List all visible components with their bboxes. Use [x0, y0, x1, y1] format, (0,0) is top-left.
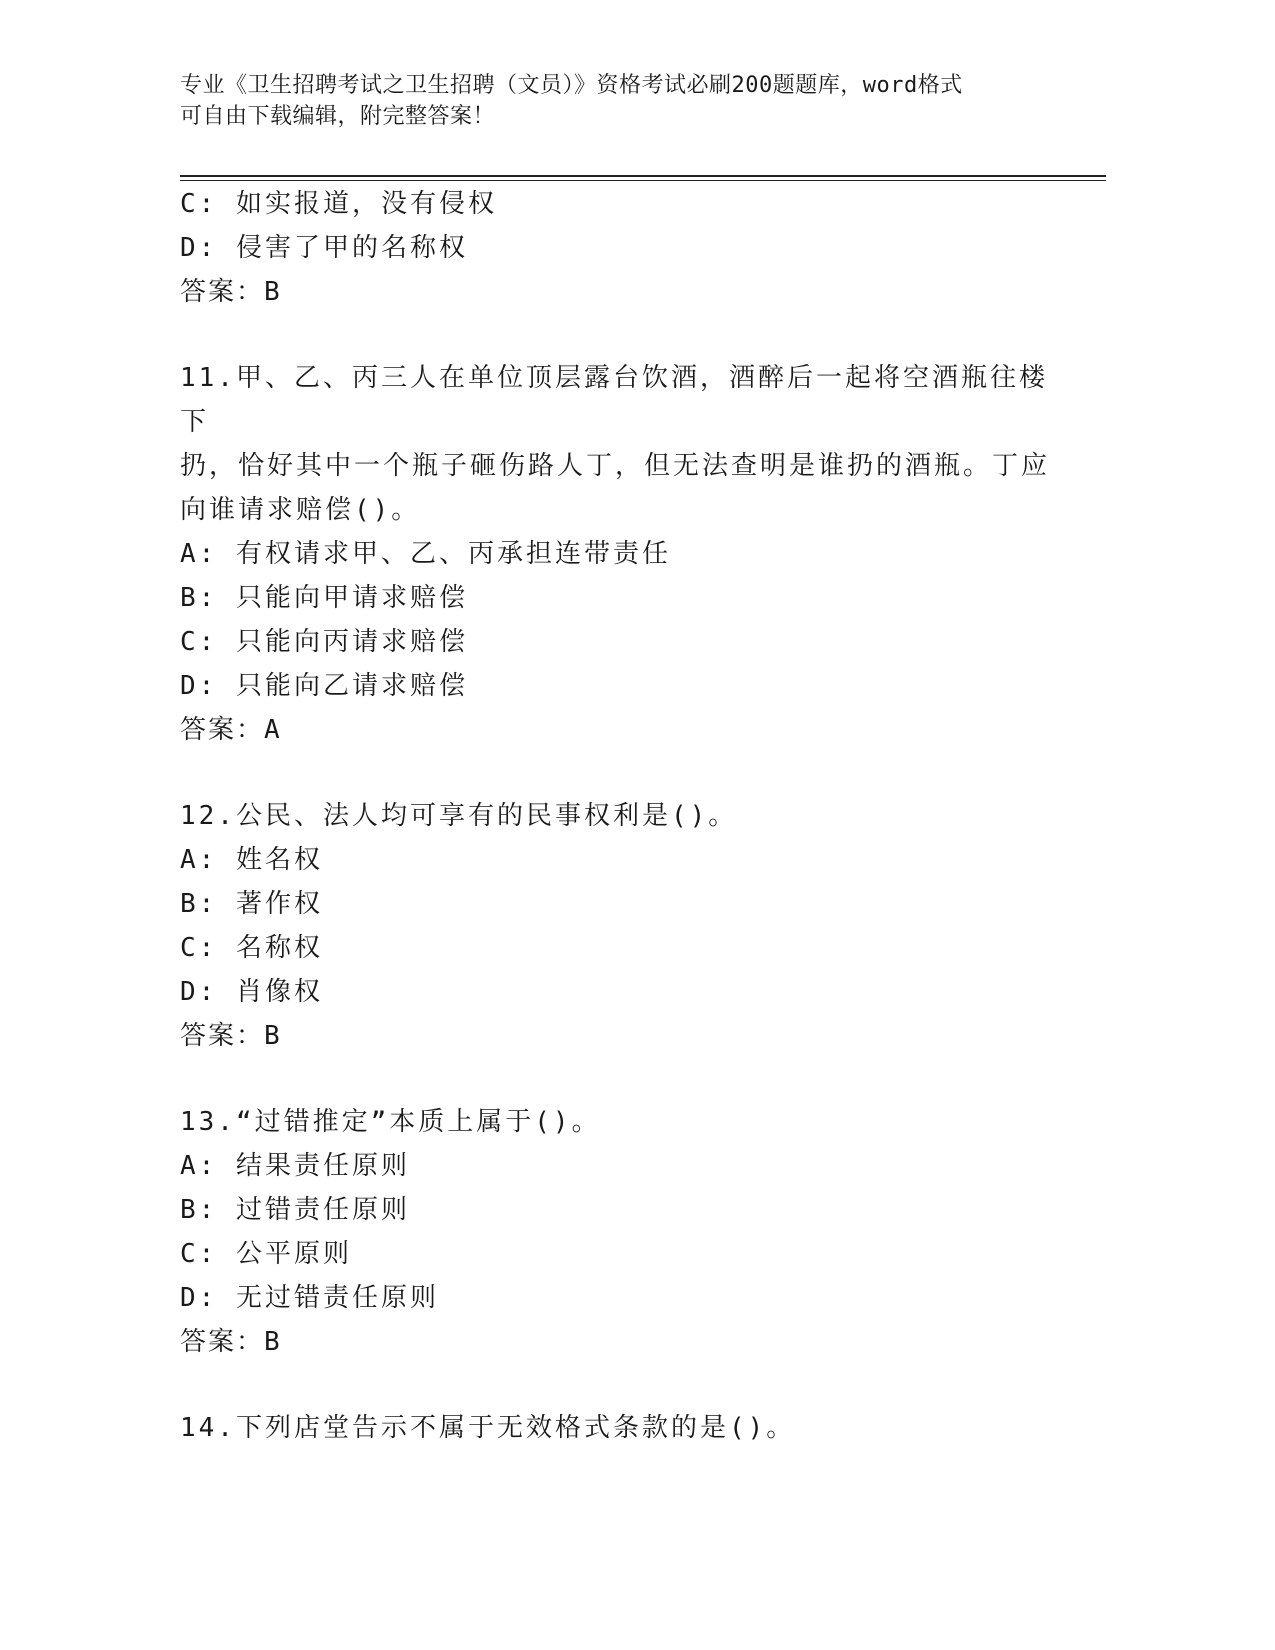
spacer: [180, 752, 1060, 794]
spacer: [180, 1364, 1060, 1406]
answer: 答案：B: [180, 277, 282, 307]
question-stem: 12.公民、法人均可享有的民事权利是()。: [180, 801, 738, 831]
question-13: [180, 1100, 1060, 1364]
header-line-1: 专业《卫生招聘考试之卫生招聘（文员）》资格考试必刷200题题库，word格式: [180, 73, 963, 98]
document-body: [180, 182, 1060, 1450]
question-12: [180, 794, 1060, 1058]
question-stem: 13.“过错推定”本质上属于()。: [180, 1107, 601, 1137]
option-c: C: 只能向丙请求赔偿: [180, 627, 468, 657]
option-b: B: 过错责任原则: [180, 1195, 410, 1225]
question-stem: 扔，恰好其中一个瓶子砸伤路人丁，但无法查明是谁扔的酒瓶。丁应: [180, 451, 1051, 481]
continued-question: [180, 182, 1060, 314]
question-stem: 11.甲、乙、丙三人在单位顶层露台饮酒，酒醉后一起将空酒瓶往楼下: [180, 363, 1048, 437]
option-b: B: 只能向甲请求赔偿: [180, 583, 468, 613]
option-a: A: 姓名权: [180, 845, 323, 875]
option-c: C: 名称权: [180, 933, 323, 963]
question-14: [180, 1406, 1060, 1450]
option-d: D: 无过错责任原则: [180, 1283, 439, 1313]
option-c: C: 如实报道，没有侵权: [180, 189, 497, 219]
option-d: D: 只能向乙请求赔偿: [180, 671, 468, 701]
question-stem: 14.下列店堂告示不属于无效格式条款的是()。: [180, 1413, 796, 1443]
header-line-2: 可自由下载编辑，附完整答案！: [180, 104, 496, 129]
option-d: D: 肖像权: [180, 977, 323, 1007]
answer: 答案：B: [180, 1327, 282, 1357]
spacer: [180, 314, 1060, 356]
document-header: [180, 70, 1040, 132]
answer: 答案：B: [180, 1021, 282, 1051]
option-a: A: 结果责任原则: [180, 1151, 410, 1181]
header-rule-thick: [180, 175, 1106, 177]
option-d: D: 侵害了甲的名称权: [180, 233, 468, 263]
spacer: [180, 1058, 1060, 1100]
question-11: [180, 356, 1060, 752]
option-b: B: 著作权: [180, 889, 323, 919]
option-c: C: 公平原则: [180, 1239, 352, 1269]
answer: 答案：A: [180, 715, 282, 745]
question-stem: 向谁请求赔偿()。: [180, 495, 421, 525]
header-rule-thin: [180, 180, 1106, 181]
option-a: A: 有权请求甲、乙、丙承担连带责任: [180, 539, 671, 569]
